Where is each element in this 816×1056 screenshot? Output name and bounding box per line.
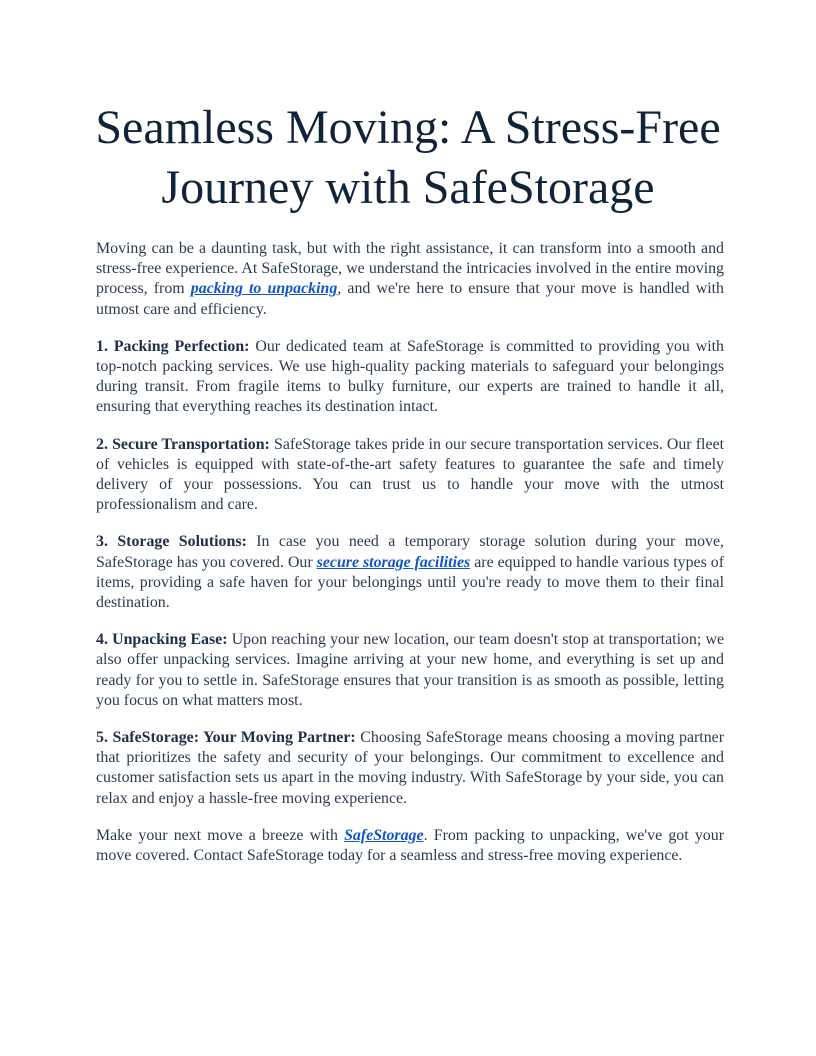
section-heading: 4. Unpacking Ease:: [96, 631, 228, 649]
section-text: SafeStorage takes pride in our secure transportation services. Our fleet of vehicles is equipped with state-of-the-art safety features to guarantee the safe and timely delivery of your possessions. You can trust us to handle your move with the utmost professionalism and care.: [96, 435, 724, 514]
section-storage-solutions: [96, 532, 724, 613]
document-body: [96, 239, 724, 883]
intro-text-after: , and we're here to ensure that your move is handled with utmost care and efficiency.: [96, 280, 724, 318]
closing-text-before: Make your next move a breeze with: [96, 826, 345, 844]
section-unpacking-ease: [96, 630, 724, 711]
closing-paragraph: [96, 826, 724, 866]
section-text: Our dedicated team at SafeStorage is committed to providing you with top-notch packing services. We use high-quality packing materials to safeguard your belongings during transit. From fragile items to bulky furniture, our experts are trained to handle it all, ensuring that everything reaches its destination intact.: [96, 337, 724, 416]
safestorage-link[interactable]: SafeStorage: [344, 826, 424, 844]
section-text: Upon reaching your new location, our team doesn't stop at transportation; we also offer unpacking services. Imagine arriving at your new home, and everything is set up and ready for you to settle in. SafeStorage ensures that your transition is as smooth as possible, letting you focus on what matters most.: [96, 631, 724, 709]
section-moving-partner: [96, 728, 724, 809]
section-text: Choosing SafeStorage means choosing a moving partner that prioritizes the safety and security of your belongings. Our commitment to excellence and customer satisfaction sets us apart in the moving industry. With SafeStorage by your side, you can relax and enjoy a hassle-free moving experience.: [96, 729, 724, 807]
intro-text-before: Moving can be a daunting task, but with the right assistance, it can transform into a smooth and stress-free experience. At SafeStorage, we understand the intricacies involved in the entire moving process, from: [96, 240, 724, 298]
section-heading: 2. Secure Transportation:: [96, 435, 270, 453]
section-secure-transportation: [96, 435, 724, 516]
section-heading: 1. Packing Perfection:: [96, 337, 250, 355]
packing-to-unpacking-link[interactable]: packing to unpacking: [190, 280, 338, 298]
section-heading: 3. Storage Solutions:: [96, 533, 247, 551]
secure-storage-facilities-link[interactable]: secure storage facilities: [316, 553, 471, 571]
section-packing-perfection: [96, 337, 724, 418]
section-heading: 5. SafeStorage: Your Moving Partner:: [96, 729, 356, 747]
section-text-before: In case you need a temporary storage solution during your move, SafeStorage has you covered. Our: [96, 533, 724, 571]
section-text-after: are equipped to handle various types of items, providing a safe haven for your belongings until you're ready to move them to their final destination.: [96, 553, 724, 612]
closing-text-after: . From packing to unpacking, we've got your move covered. Contact SafeStorage today for a seamless and stress-free moving experience.: [96, 826, 724, 865]
page-title: Seamless Moving: A Stress-Free Journey with SafeStorage: [95, 101, 721, 214]
intro-paragraph: [96, 239, 724, 320]
